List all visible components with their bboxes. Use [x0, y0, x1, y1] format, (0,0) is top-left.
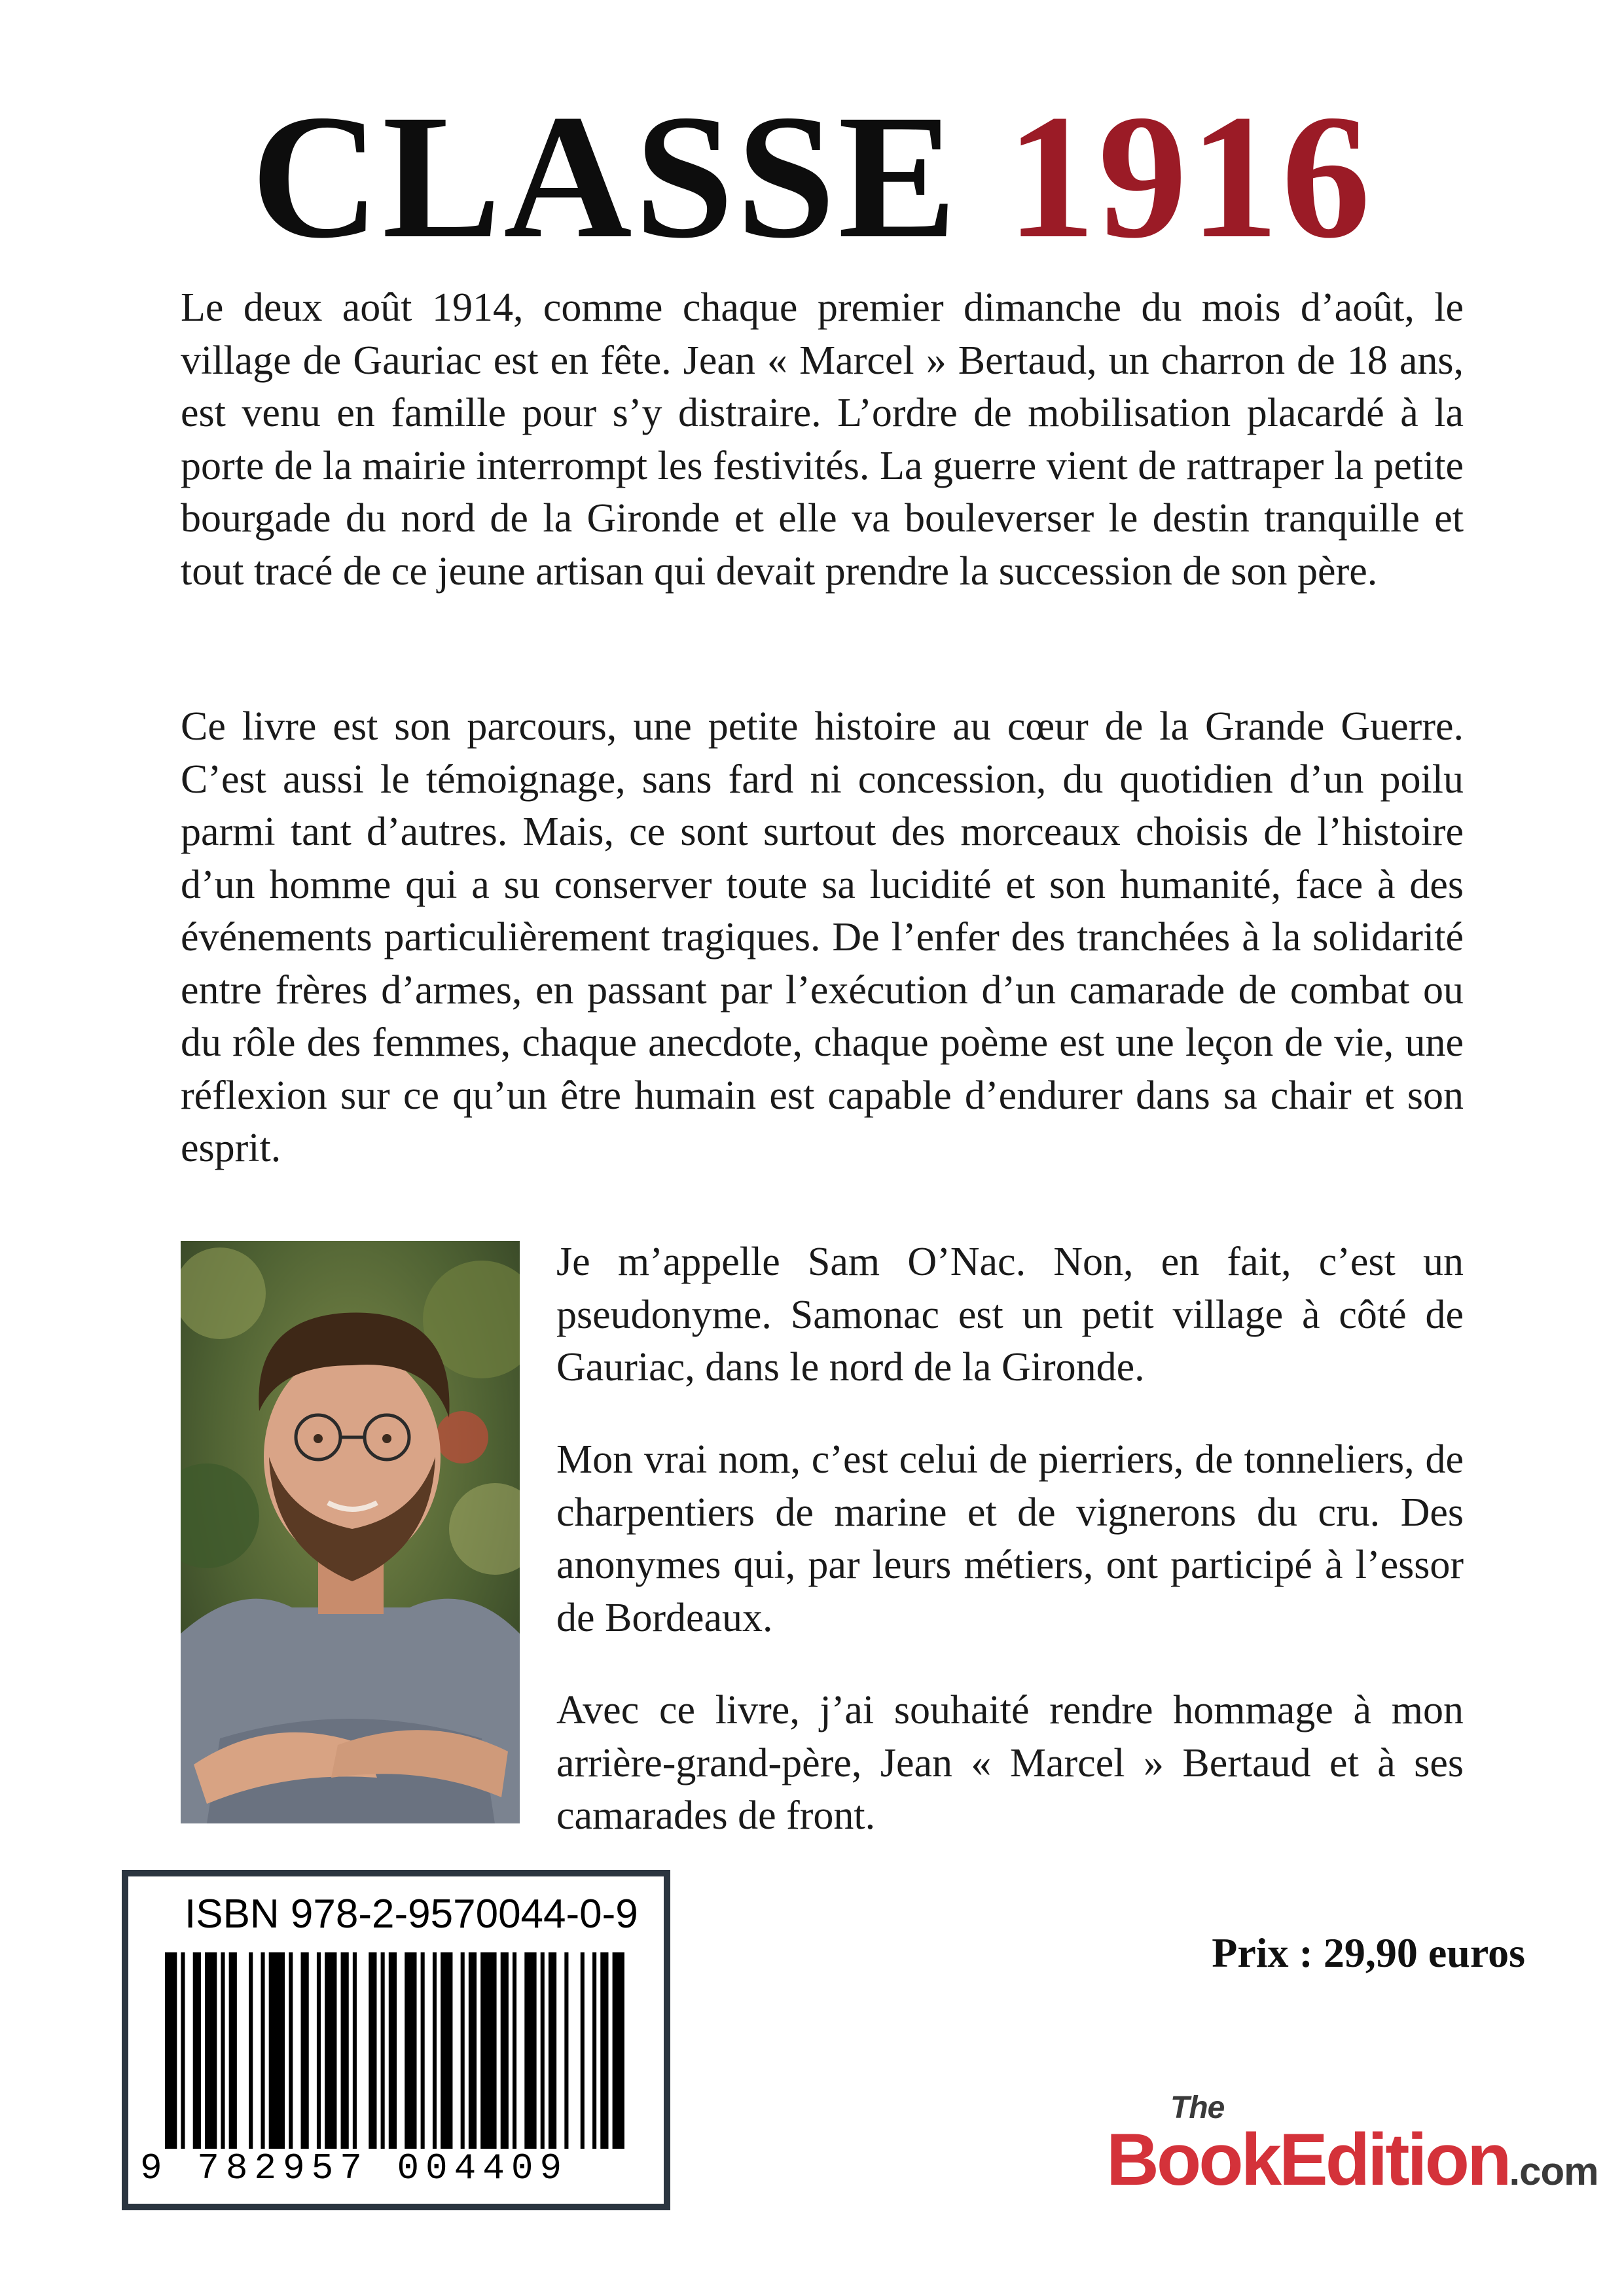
book-title — [0, 79, 1624, 275]
barcode-bar — [389, 1952, 397, 2149]
barcode-bar — [513, 1952, 516, 2149]
barcode-bar — [564, 1952, 568, 2149]
barcode-bar — [221, 1952, 225, 2149]
barcode-bars-icon — [161, 1952, 632, 2149]
barcode-bar — [441, 1952, 452, 2149]
barcode-bar — [381, 1952, 385, 2149]
barcode-bar — [613, 1952, 624, 2149]
barcode-bar — [261, 1952, 264, 2149]
barcode-bar — [289, 1952, 293, 2149]
barcode-bar — [317, 1952, 321, 2149]
barcode-bar — [421, 1952, 425, 2149]
ean-digits: 9 782957 004409 — [140, 2147, 569, 2189]
barcode-bar — [301, 1952, 309, 2149]
barcode-bar — [524, 1952, 536, 2149]
barcode-bar — [369, 1952, 376, 2149]
barcode-bar — [325, 1952, 336, 2149]
title-word-classe: CLASSE — [251, 78, 960, 275]
barcode-bar — [353, 1952, 357, 2149]
author-bio-3: Avec ce livre, j’ai souhaité rendre hommage à mon arrière-grand-père, Jean « Marcel » Bertaud et à ses camarades de front. — [556, 1688, 1464, 1838]
barcode-bar — [541, 1952, 545, 2149]
barcode-bar — [165, 1952, 177, 2149]
synopsis-paragraph-2: Ce livre est son parcours, une petite histoire au cœur de la Grande Guerre. C’est aussi le témoignage, sans fard ni concession, du quotidien d’un poilu parmi tant d’autres. Mais, ce sont surtout des morceaux choisis de l’histoire d’un homme qui a su conserver toute sa lucidité et son humanité, face à des événements particulièrement tragiques. De l’enfer des tranchées à la solidarité entre frères d’armes, en passant par l’exécution d’un camarade de combat ou du rôle des femmes, chaque anecdote, chaque poème est une leçon de vie, une réflexion sur ce qu’un être humain est capable d’endurer dans sa chair et son esprit. — [181, 704, 1464, 1170]
barcode-bar — [405, 1952, 416, 2149]
price-label: Prix : 29,90 euros — [1212, 1929, 1525, 1976]
isbn-barcode — [122, 1870, 670, 2210]
barcode-bar — [501, 1952, 509, 2149]
barcode-bar — [461, 1952, 465, 2149]
author-bio-2: Mon vrai nom, c’est celui de pierriers, de tonneliers, de charpentiers de marine et de vignerons du cru. Des anonymes qui, par leurs métiers, ont participé à l’essor de Bordeaux. — [556, 1437, 1464, 1640]
title-year: 1916 — [1006, 78, 1373, 275]
barcode-bar — [269, 1952, 285, 2149]
barcode-bar — [480, 1952, 496, 2149]
barcode-bar — [181, 1952, 185, 2149]
barcode-bar — [549, 1952, 556, 2149]
barcode-bar — [205, 1952, 217, 2149]
isbn-label: ISBN 978-2-9570044-0-9 — [185, 1892, 638, 1937]
barcode-bar — [193, 1952, 201, 2149]
barcode-bar — [433, 1952, 437, 2149]
publisher-logo — [1106, 2090, 1598, 2209]
author-photo — [181, 1241, 520, 1823]
barcode-bar — [600, 1952, 608, 2149]
barcode-bar — [229, 1952, 237, 2149]
barcode-bar — [592, 1952, 596, 2149]
synopsis-paragraph-1: Le deux août 1914, comme chaque premier dimanche du mois d’août, le village de Gauriac est en fête. Jean « Marcel » Bertaud, un charron de 18 ans, est venu en famille pour s’y distraire. L’ordre de mobilisation placardé à la porte de la mairie interrompt les festivités. La guerre vient de rattraper la petite bourgade du nord de la Gironde et elle va bouleverser le destin tranquille et tout tracé de ce jeune artisan qui devait prendre la succession de son père. — [181, 285, 1464, 594]
barcode-bar — [469, 1952, 477, 2149]
publisher-logo-suffix: .com — [1509, 2149, 1598, 2193]
barcode-bar — [341, 1952, 349, 2149]
author-portrait-icon — [181, 1241, 520, 1823]
publisher-logo-the: The — [1170, 2090, 1225, 2125]
barcode-bar — [581, 1952, 585, 2149]
publisher-logo-name: BookEdition — [1106, 2119, 1509, 2200]
author-bio-1: Je m’appelle Sam O’Nac. Non, en fait, c’est un pseudonyme. Samonac est un petit village à côté de Gauriac, dans le nord de la Gironde. — [556, 1240, 1464, 1390]
barcode-bar — [249, 1952, 253, 2149]
